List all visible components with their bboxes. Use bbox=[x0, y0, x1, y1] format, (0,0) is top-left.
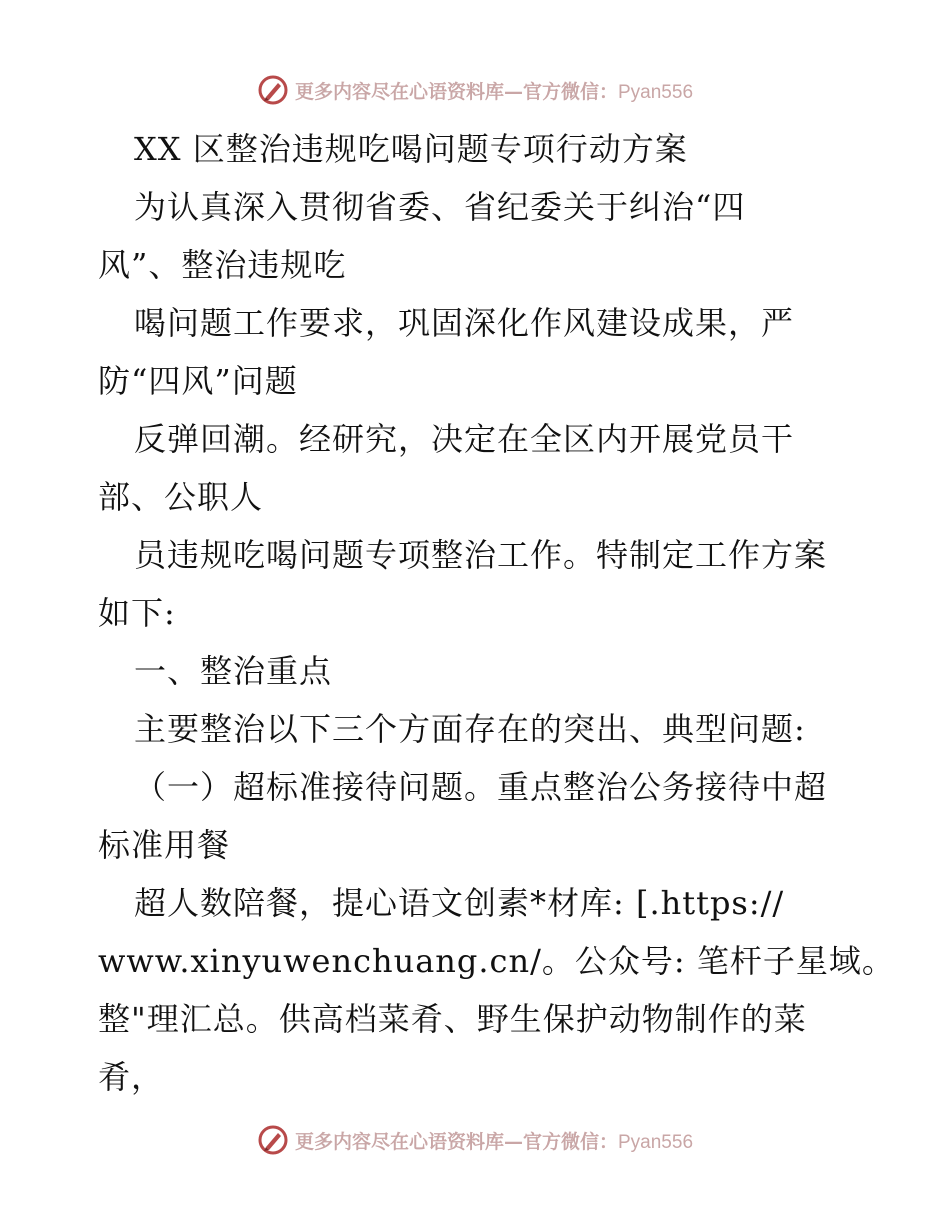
paragraph-line: 整"理汇总。供高档菜肴、野生保护动物制作的菜 bbox=[98, 1000, 807, 1038]
pen-logo-icon bbox=[257, 1124, 289, 1156]
pen-logo-icon bbox=[257, 74, 289, 106]
subsection-heading: （一）超标准接待问题。重点整治公务接待中超 bbox=[134, 768, 828, 806]
paragraph-line: 标准用餐 bbox=[98, 826, 231, 864]
paragraph-line: 主要整治以下三个方面存在的突出、典型问题: bbox=[134, 710, 806, 748]
paragraph-line: 部、公职人 bbox=[98, 478, 264, 516]
paragraph-line: 超人数陪餐，提心语文创素*材库: [.https:// bbox=[134, 884, 785, 922]
document-title: XX 区整治违规吃喝问题专项行动方案 bbox=[134, 130, 688, 168]
section-heading: 一、整治重点 bbox=[134, 652, 333, 690]
document-body bbox=[98, 120, 895, 1106]
paragraph-line: 风”、整治违规吃 bbox=[98, 246, 347, 284]
header-watermark bbox=[0, 70, 950, 110]
paragraph-line: 为认真深入贯彻省委、省纪委关于纠治“四 bbox=[134, 188, 746, 226]
watermark-wechat-id: Pyan556 bbox=[618, 1131, 694, 1153]
paragraph-line: www.xinyuwenchuang.cn/。公众号: 笔杆子星域。 bbox=[98, 942, 895, 980]
footer-watermark bbox=[0, 1120, 950, 1160]
paragraph-line: 员违规吃喝问题专项整治工作。特制定工作方案 bbox=[134, 536, 828, 574]
watermark-wechat-id: Pyan556 bbox=[618, 81, 694, 103]
paragraph-line: 反弹回潮。经研究，决定在全区内开展党员干 bbox=[134, 420, 795, 458]
paragraph-line: 防“四风”问题 bbox=[98, 362, 298, 400]
watermark-text: 更多内容尽在心语资料库—官方微信：Pyan556 bbox=[294, 80, 694, 103]
paragraph-line: 喝问题工作要求，巩固深化作风建设成果，严 bbox=[134, 304, 795, 342]
watermark-text: 更多内容尽在心语资料库—官方微信：Pyan556 bbox=[294, 1130, 694, 1153]
paragraph-line: 肴， bbox=[98, 1058, 165, 1096]
paragraph-line: 如下: bbox=[98, 594, 176, 632]
